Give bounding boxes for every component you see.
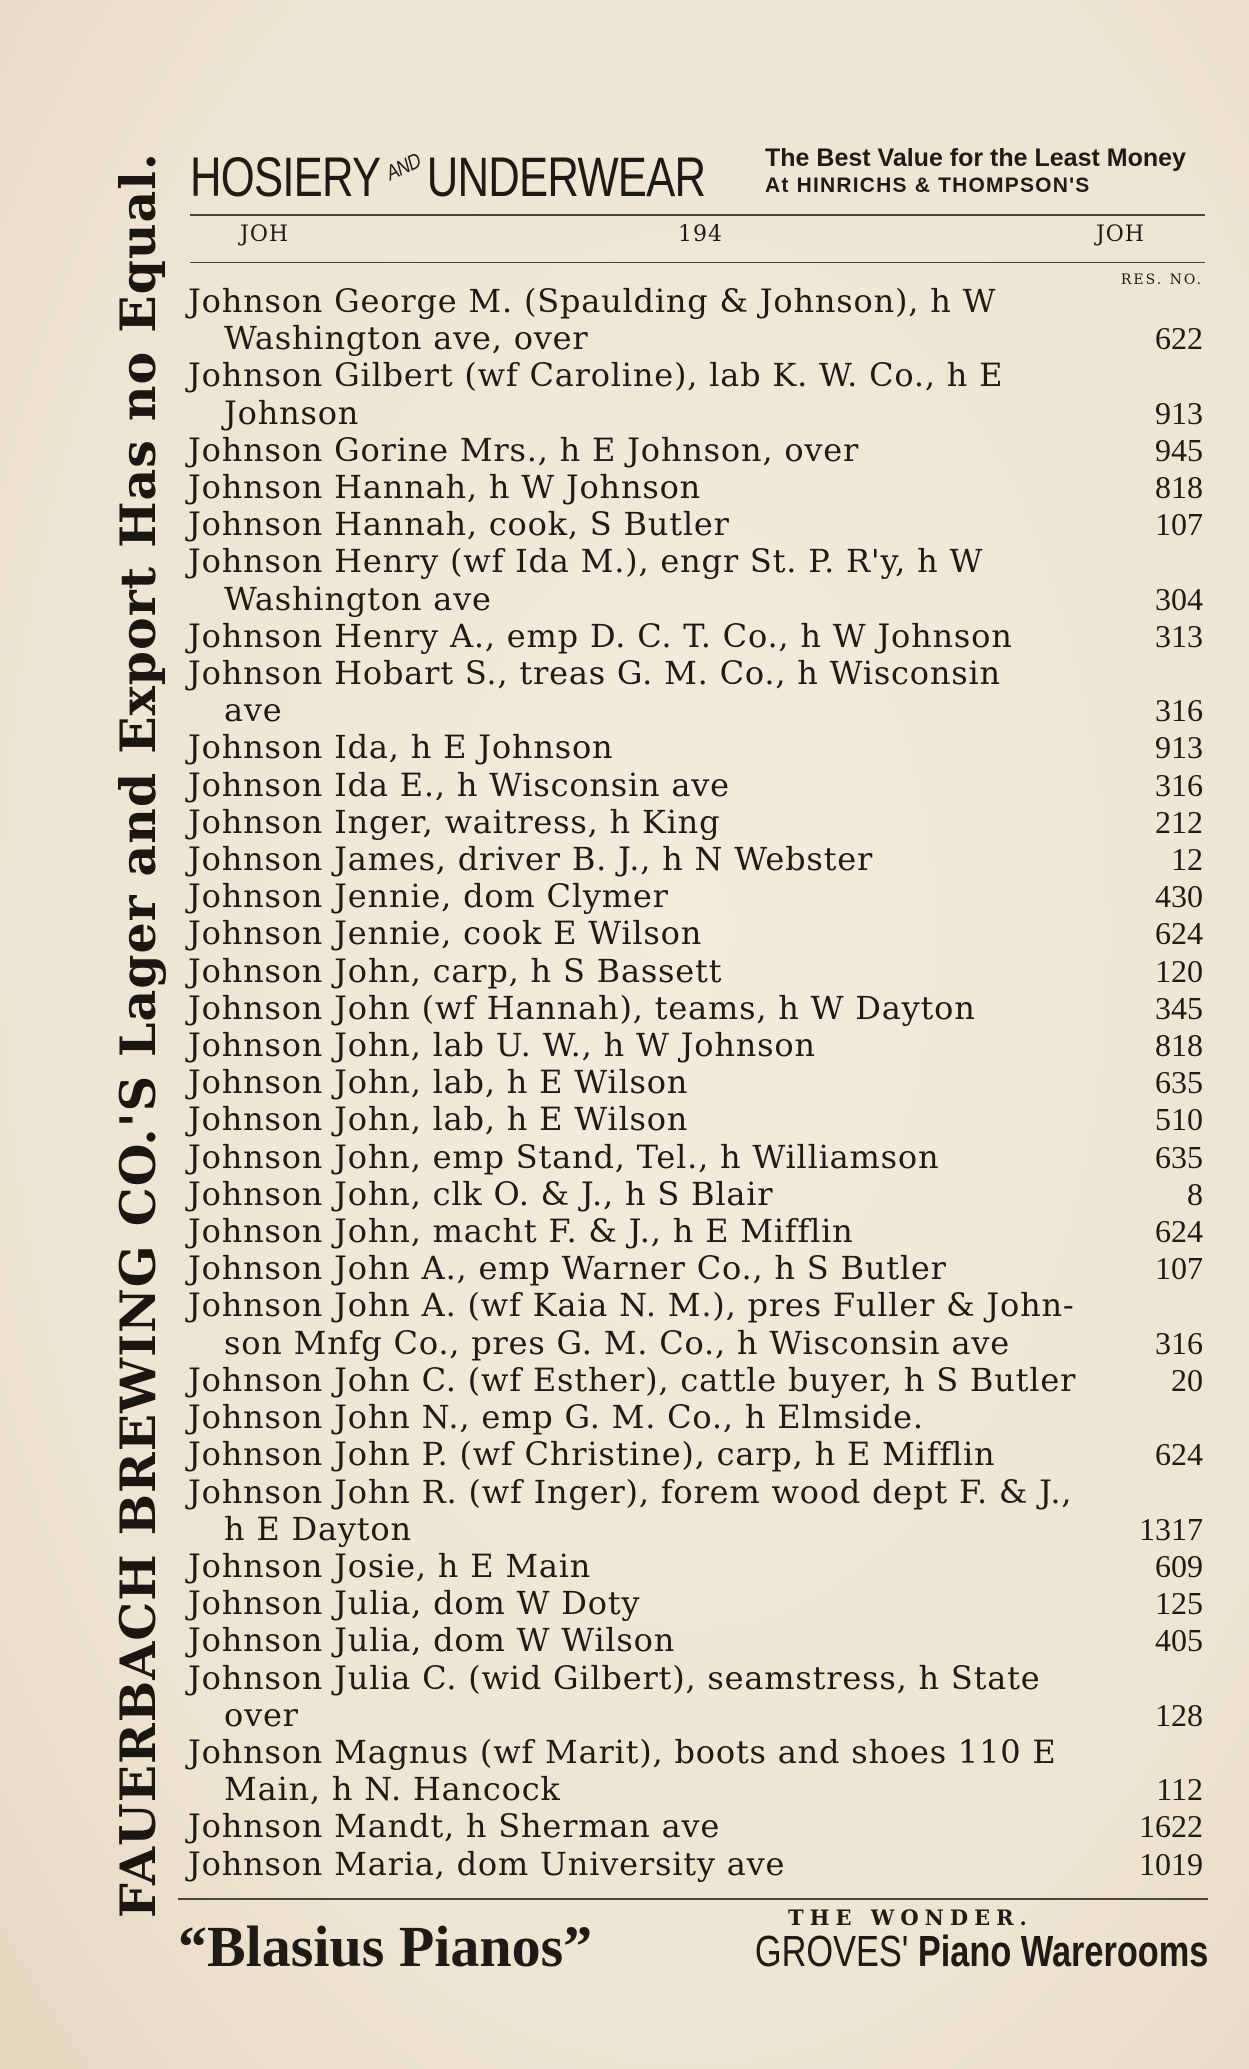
entry-continuation: Main, h N. Hancock: [224, 1770, 561, 1809]
directory-listing: [188, 283, 1203, 1883]
residence-number: 818: [1155, 469, 1203, 506]
header-ad-slogan-line2: At HINRICHS & THOMPSON'S: [765, 174, 1091, 197]
residence-number: 945: [1155, 431, 1203, 468]
residence-number: 622: [1155, 320, 1203, 357]
residence-number: 313: [1155, 617, 1203, 654]
residence-number: 635: [1155, 1138, 1203, 1175]
directory-entry: [188, 1250, 1203, 1287]
running-head-left: JOH: [240, 222, 290, 247]
residence-number: 125: [1155, 1585, 1203, 1622]
footer-advertisement: [178, 1905, 1208, 1985]
running-head: [190, 222, 1205, 252]
residence-number: 624: [1155, 915, 1203, 952]
residence-number: 107: [1155, 506, 1203, 543]
footer-ad-groves-suffix: Piano Warerooms: [917, 1927, 1208, 1976]
directory-entry: [188, 729, 1203, 766]
directory-entry: [188, 1548, 1203, 1585]
footer-ad-groves-prefix: GROVES': [754, 1927, 908, 1976]
entry-continuation: Washington ave, over: [224, 319, 589, 358]
entry-text: Johnson Magnus (wf Marit), boots and shoes 110 E: [188, 1732, 1057, 1771]
entry-text: Johnson Hannah, h W Johnson: [188, 468, 702, 507]
entry-text: Johnson John, carp, h S Bassett: [188, 951, 723, 990]
entry-continuation: over: [224, 1695, 299, 1734]
directory-entry: [188, 1101, 1203, 1138]
entry-continuation: ave: [224, 691, 283, 730]
running-head-rule: [190, 262, 1205, 263]
entry-text: Johnson John, macht F. & J., h E Mifflin: [188, 1212, 854, 1251]
residence-number: 624: [1155, 1213, 1203, 1250]
residence-number: 624: [1155, 1436, 1203, 1473]
residence-number: 1019: [1139, 1845, 1203, 1882]
residence-number: 304: [1155, 580, 1203, 617]
directory-entry: [188, 506, 1203, 543]
directory-entry: [188, 1027, 1203, 1064]
residence-number: 316: [1155, 766, 1203, 803]
residence-number: 316: [1155, 1324, 1203, 1361]
directory-entry: [188, 1176, 1203, 1213]
header-ad-title: [190, 144, 705, 209]
directory-entry: [188, 1660, 1203, 1734]
entry-text: Johnson Jennie, cook E Wilson: [188, 914, 703, 953]
residence-number: 107: [1155, 1250, 1203, 1287]
residence-number: 212: [1155, 803, 1203, 840]
header-ad-and: AND: [384, 147, 423, 186]
directory-entry: [188, 618, 1203, 655]
entry-text: Johnson John, lab, h E Wilson: [188, 1100, 689, 1139]
directory-entry: [188, 1622, 1203, 1659]
residence-number: 510: [1155, 1101, 1203, 1138]
entry-text: Johnson Jennie, dom Clymer: [188, 877, 669, 916]
entry-text: Johnson John, lab U. W., h W Johnson: [188, 1026, 816, 1065]
entry-text: Johnson Josie, h E Main: [188, 1546, 592, 1585]
directory-entry: [188, 432, 1203, 469]
entry-text: Johnson Henry (wf Ida M.), engr St. P. R'y, h W: [188, 542, 984, 581]
entry-text: Johnson Maria, dom University ave: [188, 1844, 786, 1883]
entry-text: Johnson John A. (wf Kaia N. M.), pres Fuller & John-: [188, 1286, 1075, 1325]
entry-text: Johnson John, lab, h E Wilson: [188, 1063, 689, 1102]
residence-number: 120: [1155, 952, 1203, 989]
directory-entry: [188, 1399, 1203, 1436]
entry-text: Johnson John (wf Hannah), teams, h W Dayton: [188, 988, 976, 1027]
directory-entry: [188, 1734, 1203, 1808]
directory-entry: [188, 1064, 1203, 1101]
entry-text: Johnson Ida E., h Wisconsin ave: [188, 765, 730, 804]
residence-number: 8: [1187, 1175, 1203, 1212]
entry-text: Johnson Mandt, h Sherman ave: [188, 1807, 721, 1846]
residence-number: 1622: [1139, 1808, 1203, 1845]
directory-entry: [188, 1474, 1203, 1548]
entry-text: Johnson Julia, dom W Wilson: [188, 1621, 676, 1660]
entry-text: Johnson John R. (wf Inger), forem wood dept F. & J.,: [188, 1472, 1073, 1511]
directory-entry: [188, 804, 1203, 841]
entry-continuation: h E Dayton: [224, 1509, 412, 1548]
header-ad-slogan-line1: The Best Value for the Least Money: [765, 144, 1186, 172]
entry-text: Johnson Ida, h E Johnson: [188, 728, 614, 767]
residence-number: 609: [1155, 1547, 1203, 1584]
entry-continuation: son Mnfg Co., pres G. M. Co., h Wisconsin ave: [224, 1323, 1011, 1362]
entry-text: Johnson Gorine Mrs., h E Johnson, over: [188, 430, 860, 469]
entry-text: Johnson Inger, waitress, h King: [188, 802, 721, 841]
directory-entry: [188, 767, 1203, 804]
header-rule: [190, 214, 1205, 216]
entry-text: Johnson Julia C. (wid Gilbert), seamstress, h State: [188, 1658, 1041, 1697]
residence-number: 818: [1155, 1027, 1203, 1064]
directory-entry: [188, 283, 1203, 357]
residence-number: 345: [1155, 989, 1203, 1026]
residence-number-label: RES. NO.: [1120, 272, 1203, 288]
side-advertisement: FAUERBACH BREWING CO.'S Lager and Export Has no Equal.: [109, 152, 167, 1918]
directory-entry: [188, 1585, 1203, 1622]
residence-number: 430: [1155, 878, 1203, 915]
entry-text: Johnson Julia, dom W Doty: [188, 1584, 641, 1623]
residence-number: 1317: [1139, 1510, 1203, 1547]
directory-entry: [188, 469, 1203, 506]
entry-text: Johnson John C. (wf Esther), cattle buyer, h S Butler: [188, 1360, 1077, 1399]
directory-entry: [188, 1808, 1203, 1845]
directory-entry: [188, 1362, 1203, 1399]
entry-text: Johnson Gilbert (wf Caroline), lab K. W. Co., h E: [188, 356, 1004, 395]
header-advertisement: [190, 140, 1205, 206]
header-ad-word2: UNDERWEAR: [426, 145, 706, 208]
residence-number: 112: [1156, 1771, 1203, 1808]
directory-entry: [188, 1846, 1203, 1883]
directory-entry: [188, 357, 1203, 431]
residence-number: 316: [1155, 692, 1203, 729]
entry-text: Johnson Hannah, cook, S Butler: [188, 505, 730, 544]
entry-text: Johnson John P. (wf Christine), carp, h E Mifflin: [188, 1435, 996, 1474]
running-head-right: JOH: [1095, 222, 1145, 247]
directory-entry: [188, 841, 1203, 878]
footer-ad-groves: [755, 1927, 1208, 1977]
entry-text: Johnson John N., emp G. M. Co., h Elmside.: [188, 1398, 924, 1437]
directory-entry: [188, 543, 1203, 617]
directory-entry: [188, 953, 1203, 990]
footer-ad-blasius: “Blasius Pianos”: [178, 1914, 593, 1979]
entry-text: Johnson John A., emp Warner Co., h S Butler: [188, 1249, 947, 1288]
footer-ad-tagline: THE WONDER.: [788, 1905, 1033, 1930]
residence-number: 913: [1155, 394, 1203, 431]
entry-text: Johnson George M. (Spaulding & Johnson), h W: [188, 282, 997, 320]
directory-entry: [188, 915, 1203, 952]
residence-number: 913: [1155, 729, 1203, 766]
residence-number: 20: [1171, 1361, 1203, 1398]
directory-entry: [188, 1213, 1203, 1250]
directory-entry: [188, 655, 1203, 729]
page-number: 194: [678, 222, 723, 247]
entry-text: Johnson Hobart S., treas G. M. Co., h Wisconsin: [188, 654, 1001, 693]
entry-text: Johnson James, driver B. J., h N Webster: [188, 840, 874, 879]
directory-entry: [188, 878, 1203, 915]
residence-number: 12: [1171, 841, 1203, 878]
header-ad-word1: HOSIERY: [190, 145, 381, 208]
entry-continuation: Johnson: [224, 393, 360, 432]
entry-text: Johnson John, emp Stand, Tel., h Williamson: [188, 1137, 940, 1176]
residence-number: 405: [1155, 1622, 1203, 1659]
entry-continuation: Washington ave: [224, 579, 492, 618]
entry-text: Johnson John, clk O. & J., h S Blair: [188, 1174, 774, 1213]
directory-entry: [188, 1139, 1203, 1176]
header-ad-slogan: [765, 144, 1205, 200]
residence-number: 635: [1155, 1064, 1203, 1101]
directory-entry: [188, 1436, 1203, 1473]
footer-rule: [178, 1898, 1208, 1900]
directory-entry: [188, 1287, 1203, 1361]
entry-text: Johnson Henry A., emp D. C. T. Co., h W Johnson: [188, 616, 1013, 655]
directory-entry: [188, 990, 1203, 1027]
residence-number: 128: [1155, 1696, 1203, 1733]
